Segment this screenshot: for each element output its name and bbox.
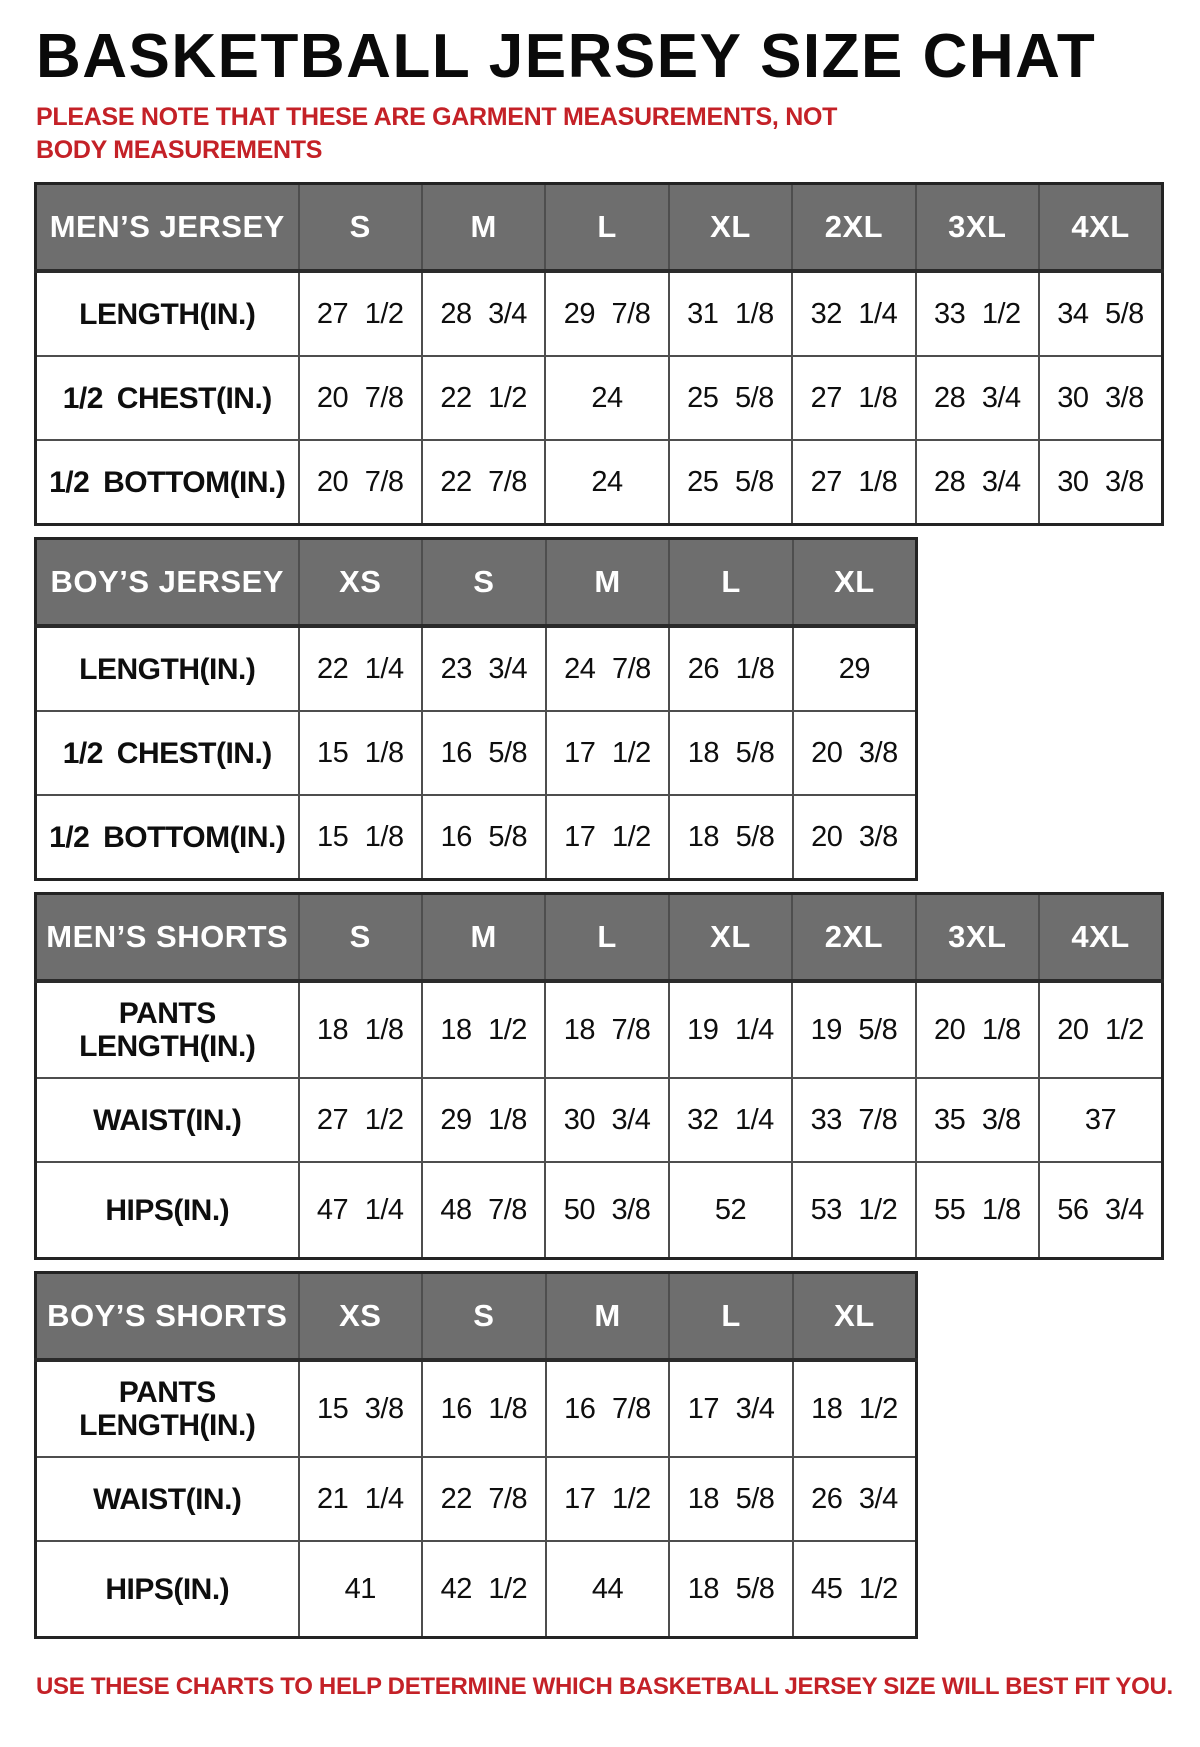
measure-value-cell: 18 1/8 [299,981,422,1078]
measure-value-cell: 31 1/8 [669,271,792,356]
measure-value-cell: 18 1/2 [793,1360,917,1457]
measure-value-cell: 18 5/8 [669,1457,793,1541]
table-title-cell: BOY’S JERSEY [36,539,299,627]
measure-value-cell: 53 1/2 [792,1162,915,1259]
measure-value-cell: 23 3/4 [422,626,546,711]
measure-label-cell: PANTS LENGTH(IN.) [36,1360,299,1457]
table-row [36,1162,1163,1259]
measure-value-cell: 22 7/8 [422,1457,546,1541]
measure-value-cell: 18 1/2 [422,981,545,1078]
measure-label-cell: PANTS LENGTH(IN.) [36,981,299,1078]
size-header-cell: XL [669,184,792,272]
size-header-cell: XL [793,539,917,627]
measure-value-cell: 47 1/4 [299,1162,422,1259]
size-header-cell: 3XL [916,894,1039,982]
table-row [36,1457,917,1541]
measure-value-cell: 19 1/4 [669,981,792,1078]
measure-value-cell: 28 3/4 [916,440,1039,525]
size-header-cell: L [545,894,668,982]
size-header-cell: S [299,894,422,982]
measure-value-cell: 26 1/8 [669,626,793,711]
garment-measurement-note: PLEASE NOTE THAT THESE ARE GARMENT MEASUREMENTS, NOT BODY MEASUREMENTS [36,103,838,164]
measure-value-cell: 33 7/8 [792,1078,915,1162]
measure-value-cell: 50 3/8 [545,1162,668,1259]
boys-shorts-table [34,1271,918,1639]
measure-value-cell: 29 7/8 [545,271,668,356]
table-header-row [36,184,1163,272]
measure-value-cell: 27 1/8 [792,356,915,440]
measure-value-cell: 20 3/8 [793,795,917,880]
measure-value-cell: 42 1/2 [422,1541,546,1638]
measure-label-cell: WAIST(IN.) [36,1457,299,1541]
measure-value-cell: 35 3/8 [916,1078,1039,1162]
size-header-cell: S [299,184,422,272]
measure-value-cell: 56 3/4 [1039,1162,1162,1259]
table-row [36,981,1163,1078]
measure-value-cell: 28 3/4 [916,356,1039,440]
measure-value-cell: 18 5/8 [669,711,793,795]
table-row [36,1078,1163,1162]
size-header-cell: M [422,894,545,982]
measure-value-cell: 26 3/4 [793,1457,917,1541]
size-header-cell: M [422,184,545,272]
measure-value-cell: 16 5/8 [422,795,546,880]
measure-label-cell: HIPS(IN.) [36,1541,299,1638]
measure-value-cell: 45 1/2 [793,1541,917,1638]
measure-label-cell: 1/2 CHEST(IN.) [36,356,299,440]
measure-value-cell: 32 1/4 [669,1078,792,1162]
table-header-row [36,1273,917,1361]
measure-value-cell: 20 7/8 [299,440,422,525]
measure-label-cell: HIPS(IN.) [36,1162,299,1259]
measure-value-cell: 30 3/4 [545,1078,668,1162]
size-header-cell: XS [299,1273,423,1361]
measure-value-cell: 18 5/8 [669,795,793,880]
table-row [36,440,1163,525]
size-header-cell: XS [299,539,423,627]
measure-value-cell: 18 7/8 [545,981,668,1078]
table-row [36,271,1163,356]
table-row [36,711,917,795]
measure-value-cell: 44 [546,1541,670,1638]
measure-value-cell: 15 1/8 [299,795,423,880]
measure-value-cell: 20 7/8 [299,356,422,440]
measure-value-cell: 17 3/4 [669,1360,793,1457]
fit-advice-footer: USE THESE CHARTS TO HELP DETERMINE WHICH BASKETBALL JERSEY SIZE WILL BEST FIT YOU. [36,1673,1173,1701]
table-title-cell: BOY’S SHORTS [36,1273,299,1361]
measure-value-cell: 24 [545,356,668,440]
measure-value-cell: 15 3/8 [299,1360,423,1457]
measure-value-cell: 52 [669,1162,792,1259]
size-header-cell: S [422,539,546,627]
measure-value-cell: 27 1/8 [792,440,915,525]
measure-value-cell: 17 1/2 [546,1457,670,1541]
measure-value-cell: 20 3/8 [793,711,917,795]
measure-value-cell: 16 5/8 [422,711,546,795]
mens-jersey-table [34,182,1164,526]
table-title-cell: MEN’S SHORTS [36,894,299,982]
measure-label-cell: LENGTH(IN.) [36,626,299,711]
page-title: BASKETBALL JERSEY SIZE CHAT [36,22,1097,91]
measure-label-cell: LENGTH(IN.) [36,271,299,356]
measure-value-cell: 22 1/4 [299,626,423,711]
size-header-cell: S [422,1273,546,1361]
size-header-cell: 2XL [792,894,915,982]
measure-value-cell: 25 5/8 [669,356,792,440]
size-header-cell: XL [793,1273,917,1361]
table-header-row [36,894,1163,982]
size-header-cell: 4XL [1039,184,1162,272]
measure-value-cell: 48 7/8 [422,1162,545,1259]
table-row [36,795,917,880]
size-header-cell: XL [669,894,792,982]
measure-value-cell: 30 3/8 [1039,440,1162,525]
table-row [36,356,1163,440]
measure-value-cell: 24 [545,440,668,525]
measure-value-cell: 20 1/8 [916,981,1039,1078]
mens-shorts-table [34,892,1164,1260]
measure-value-cell: 27 1/2 [299,1078,422,1162]
measure-value-cell: 16 1/8 [422,1360,546,1457]
measure-value-cell: 55 1/8 [916,1162,1039,1259]
measure-label-cell: WAIST(IN.) [36,1078,299,1162]
measure-value-cell: 29 1/8 [422,1078,545,1162]
measure-value-cell: 32 1/4 [792,271,915,356]
size-header-cell: 3XL [916,184,1039,272]
size-header-cell: L [669,539,793,627]
measure-value-cell: 34 5/8 [1039,271,1162,356]
measure-value-cell: 25 5/8 [669,440,792,525]
size-header-cell: M [546,539,670,627]
measure-value-cell: 33 1/2 [916,271,1039,356]
measure-value-cell: 29 [793,626,917,711]
table-title-cell: MEN’S JERSEY [36,184,299,272]
size-header-cell: L [669,1273,793,1361]
measure-value-cell: 22 7/8 [422,440,545,525]
measure-value-cell: 27 1/2 [299,271,422,356]
table-row [36,1360,917,1457]
measure-value-cell: 24 7/8 [546,626,670,711]
measure-value-cell: 37 [1039,1078,1162,1162]
table-header-row [36,539,917,627]
boys-jersey-table [34,537,918,881]
measure-label-cell: 1/2 BOTTOM(IN.) [36,440,299,525]
measure-value-cell: 16 7/8 [546,1360,670,1457]
measure-value-cell: 30 3/8 [1039,356,1162,440]
measure-value-cell: 41 [299,1541,423,1638]
size-header-cell: M [546,1273,670,1361]
measure-value-cell: 21 1/4 [299,1457,423,1541]
measure-value-cell: 15 1/8 [299,711,423,795]
measure-value-cell: 20 1/2 [1039,981,1162,1078]
size-header-cell: 2XL [792,184,915,272]
table-row [36,626,917,711]
size-header-cell: L [545,184,668,272]
size-header-cell: 4XL [1039,894,1162,982]
measure-value-cell: 22 1/2 [422,356,545,440]
measure-value-cell: 17 1/2 [546,711,670,795]
measure-label-cell: 1/2 CHEST(IN.) [36,711,299,795]
measure-label-cell: 1/2 BOTTOM(IN.) [36,795,299,880]
table-row [36,1541,917,1638]
measure-value-cell: 17 1/2 [546,795,670,880]
measure-value-cell: 28 3/4 [422,271,545,356]
measure-value-cell: 19 5/8 [792,981,915,1078]
measure-value-cell: 18 5/8 [669,1541,793,1638]
